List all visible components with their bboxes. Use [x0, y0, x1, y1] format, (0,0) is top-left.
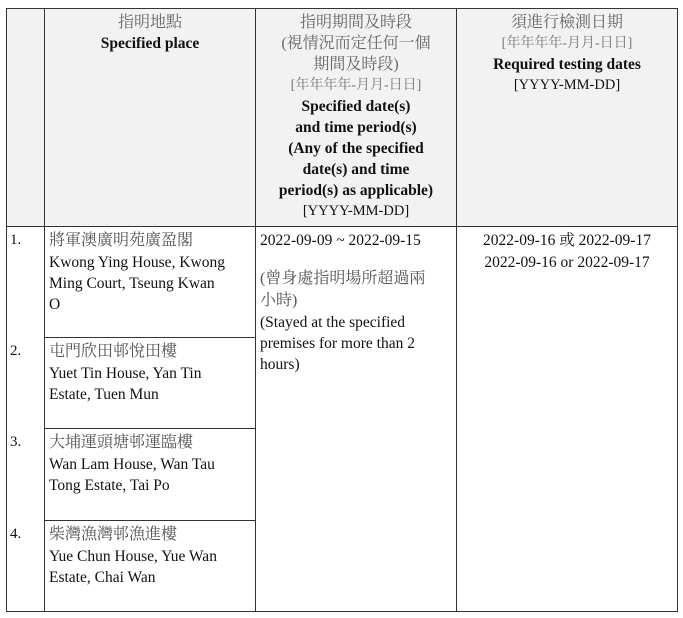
table-row: [49, 432, 252, 496]
table-row: [49, 341, 252, 405]
header-testing: [457, 12, 677, 96]
header-place-zh: 指明地點: [117, 14, 182, 31]
header-testing-zh: 須進行檢測日期: [510, 14, 623, 31]
place-name-en-line: Tong Estate, Tai Po: [49, 477, 170, 494]
header-period-zh-1: 指明期間及時段: [299, 14, 412, 31]
place-name-zh: 將軍澳廣明苑廣盈閣: [49, 232, 194, 249]
header-period-en-1: Specified date(s): [301, 98, 411, 115]
header-period-en-4: date(s) and time: [302, 161, 410, 178]
period-spacer: [260, 251, 453, 268]
header-period-zh-3: 期間及時段): [313, 56, 399, 73]
row-divider-2: [44, 428, 255, 429]
table-border-bottom: [6, 611, 678, 612]
row-number: 1.: [10, 232, 22, 248]
col-divider-period: [456, 8, 457, 612]
period-note-en: premises for more than 2: [260, 335, 415, 352]
row-number: 2.: [10, 343, 22, 359]
place-name-zh: 大埔運頭塘邨運臨樓: [49, 434, 194, 451]
header-period-en-5: period(s) as applicable): [278, 182, 434, 199]
place-name-zh: 屯門欣田邨悅田樓: [49, 343, 178, 360]
place-name-en-line: Yue Chun House, Yue Wan: [49, 548, 217, 565]
header-period: [256, 12, 456, 222]
period-cell: [260, 230, 453, 375]
col-divider-num: [44, 8, 45, 612]
place-name-en-line: O: [49, 296, 61, 313]
place-name-en-line: Kwong Ying House, Kwong: [49, 254, 225, 271]
place-name-zh: 柴灣漁灣邨漁進樓: [49, 526, 178, 543]
header-period-zh-2: (視情況而定任何一個: [281, 35, 431, 52]
header-place-en: Specified place: [100, 35, 200, 52]
header-divider: [6, 226, 678, 227]
row-divider-1: [44, 337, 255, 338]
row-divider-3: [44, 520, 255, 521]
header-testing-format-en: [YYYY-MM-DD]: [513, 77, 621, 93]
header-place: [45, 12, 255, 54]
row-number: 3.: [10, 434, 22, 450]
period-note-zh: 小時): [260, 292, 298, 309]
table-border-left: [6, 8, 7, 612]
period-note-en: (Stayed at the specified: [260, 314, 406, 331]
table-border-right: [677, 8, 678, 612]
header-period-en-3: (Any of the specified: [288, 140, 424, 157]
testing-dates-zh: 2022-09-16 或 2022-09-17: [483, 232, 651, 249]
table-row: [49, 230, 252, 315]
place-name-en-line: Estate, Tuen Mun: [49, 386, 159, 403]
header-testing-format-zh: [年年年年-月月-日日]: [501, 36, 633, 51]
testing-dates-cell: [457, 230, 677, 274]
period-note-en: hours): [260, 356, 300, 373]
table-border-top: [6, 8, 678, 9]
header-testing-en: Required testing dates: [493, 56, 641, 73]
testing-dates-en: 2022-09-16 or 2022-09-17: [484, 254, 650, 271]
place-name-en-line: Ming Court, Tseung Kwan: [49, 275, 215, 292]
place-name-en-line: Yuet Tin House, Yan Tin: [49, 365, 202, 382]
header-period-format-en: [YYYY-MM-DD]: [302, 203, 410, 219]
period-range: 2022-09-09 ~ 2022-09-15: [260, 232, 421, 249]
period-note-zh: (曾身處指明場所超過兩: [260, 270, 426, 287]
place-name-en-line: Estate, Chai Wan: [49, 569, 156, 586]
row-number: 4.: [10, 526, 22, 542]
place-name-en-line: Wan Lam House, Wan Tau: [49, 456, 215, 473]
table-row: [49, 524, 252, 588]
header-period-en-2: and time period(s): [295, 119, 417, 136]
header-period-format-zh: [年年年年-月月-日日]: [290, 78, 422, 93]
